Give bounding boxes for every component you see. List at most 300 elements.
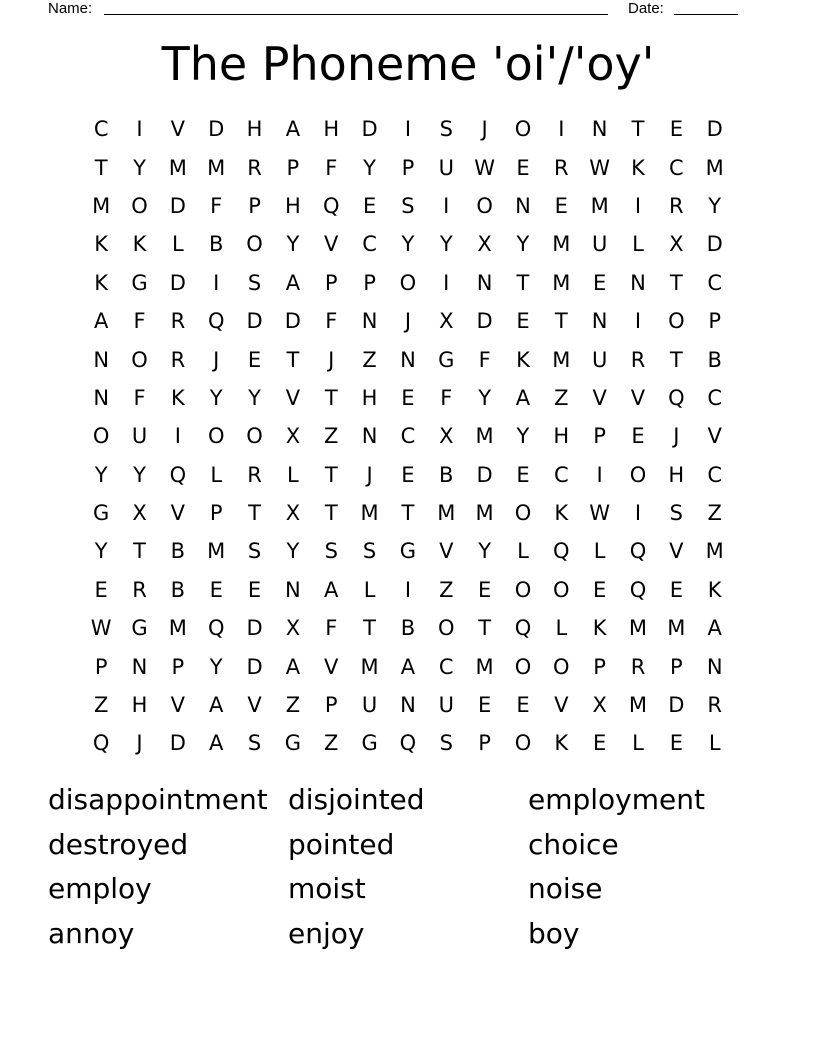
grid-letter[interactable]: D xyxy=(169,270,186,295)
grid-letter[interactable]: E xyxy=(516,309,530,334)
grid-letter[interactable]: P xyxy=(248,193,261,218)
grid-letter[interactable]: N xyxy=(131,654,148,679)
grid-letter[interactable]: O xyxy=(246,424,263,449)
grid-letter[interactable]: N xyxy=(400,347,416,372)
grid-letter[interactable]: O xyxy=(131,347,148,372)
grid-letter[interactable]: K xyxy=(592,616,607,641)
grid-letter[interactable]: R xyxy=(247,155,262,180)
grid-letter[interactable]: I xyxy=(634,193,642,218)
grid-letter[interactable]: V xyxy=(554,693,569,718)
grid-letter[interactable]: U xyxy=(438,155,454,180)
grid-letter[interactable]: N xyxy=(591,117,608,142)
grid-letter[interactable]: L xyxy=(210,462,223,487)
grid-letter[interactable]: J xyxy=(673,424,680,449)
grid-letter[interactable]: J xyxy=(404,309,412,334)
grid-letter[interactable]: M xyxy=(475,424,494,449)
grid-letter[interactable]: F xyxy=(210,193,223,218)
grid-letter[interactable]: E xyxy=(593,731,607,756)
grid-letter[interactable]: C xyxy=(362,232,377,257)
grid-letter[interactable]: O xyxy=(438,616,455,641)
grid-letter[interactable]: O xyxy=(514,654,532,679)
grid-letter[interactable]: H xyxy=(553,424,570,449)
grid-letter[interactable]: C xyxy=(93,117,109,142)
grid-letter[interactable]: T xyxy=(516,270,530,295)
grid-letter[interactable]: B xyxy=(400,616,416,641)
grid-letter[interactable]: Z xyxy=(362,347,377,372)
grid-letter[interactable]: Y xyxy=(94,539,108,564)
grid-letter[interactable]: I xyxy=(174,424,181,449)
grid-letter[interactable]: V xyxy=(170,117,186,142)
word-list-item: employ xyxy=(48,872,152,905)
grid-letter[interactable]: D xyxy=(476,309,493,334)
grid-letter[interactable]: V xyxy=(707,424,722,449)
grid-letter[interactable]: O xyxy=(514,731,532,756)
grid-letter[interactable]: F xyxy=(478,347,491,372)
grid-letter[interactable]: X xyxy=(592,693,607,718)
grid-letter[interactable]: P xyxy=(324,270,338,295)
grid-row xyxy=(82,724,734,762)
grid-letter[interactable]: L xyxy=(593,539,606,564)
grid-letter[interactable]: Q xyxy=(207,616,225,641)
grid-letter[interactable]: O xyxy=(553,654,570,679)
grid-letter[interactable]: S xyxy=(324,539,338,564)
grid-letter[interactable]: S xyxy=(247,731,262,756)
grid-letter[interactable]: N xyxy=(93,347,110,372)
grid-letter[interactable]: Y xyxy=(94,462,108,487)
grid-letter[interactable]: X xyxy=(669,232,684,257)
grid-letter[interactable]: V xyxy=(170,501,186,526)
grid-letter[interactable]: D xyxy=(208,117,225,142)
grid-letter[interactable]: E xyxy=(669,117,683,142)
grid-letter[interactable]: E xyxy=(401,462,415,487)
grid-letter[interactable]: G xyxy=(284,731,302,756)
grid-letter[interactable]: Y xyxy=(401,232,415,257)
grid-letter[interactable]: N xyxy=(400,693,416,718)
grid-letter[interactable]: W xyxy=(589,501,611,526)
grid-letter[interactable]: Y xyxy=(439,232,453,257)
grid-letter[interactable]: Q xyxy=(668,385,685,410)
grid-letter[interactable]: M xyxy=(552,232,571,257)
grid-letter[interactable]: D xyxy=(169,193,186,218)
grid-letter[interactable]: N xyxy=(361,424,378,449)
date-label: Date: xyxy=(628,0,664,17)
grid-letter[interactable]: C xyxy=(400,424,416,449)
grid-letter[interactable]: Y xyxy=(209,385,223,410)
grid-letter[interactable]: M xyxy=(475,654,494,679)
word-list-item: choice xyxy=(528,827,619,861)
grid-letter[interactable]: L xyxy=(632,731,644,756)
grid-letter[interactable]: J xyxy=(213,347,220,372)
grid-letter[interactable]: Z xyxy=(707,501,722,526)
grid-letter[interactable]: I xyxy=(634,309,642,334)
grid-letter[interactable]: C xyxy=(707,270,722,295)
grid-letter[interactable]: B xyxy=(707,347,722,372)
word-list-item: disappointment xyxy=(48,783,268,816)
grid-letter[interactable]: D xyxy=(361,117,378,142)
grid-letter[interactable]: O xyxy=(131,193,148,218)
grid-letter[interactable]: H xyxy=(131,693,148,718)
grid-letter[interactable]: F xyxy=(440,385,453,410)
grid-letter[interactable]: E xyxy=(362,193,377,218)
grid-letter[interactable]: M xyxy=(628,693,648,718)
grid-letter[interactable]: P xyxy=(401,155,415,180)
grid-letter[interactable]: G xyxy=(93,501,110,526)
grid-letter[interactable]: K xyxy=(132,232,147,257)
grid-letter[interactable]: B xyxy=(170,577,186,602)
grid-letter[interactable]: E xyxy=(477,693,492,718)
grid-letter[interactable]: Y xyxy=(133,462,146,487)
grid-letter[interactable]: N xyxy=(591,309,608,334)
grid-letter[interactable]: M xyxy=(475,501,494,526)
grid-letter[interactable]: A xyxy=(209,731,224,756)
grid-letter[interactable]: B xyxy=(170,539,186,564)
grid-letter[interactable]: N xyxy=(476,270,493,295)
grid-letter[interactable]: Z xyxy=(324,424,339,449)
grid-letter[interactable]: I xyxy=(443,270,450,295)
grid-letter[interactable]: F xyxy=(133,385,146,410)
grid-letter[interactable]: V xyxy=(324,654,339,679)
grid-letter[interactable]: M xyxy=(168,155,187,180)
grid-letter[interactable]: J xyxy=(366,462,373,487)
grid-letter[interactable]: Y xyxy=(708,193,722,218)
grid-letter[interactable]: H xyxy=(284,193,301,218)
grid-letter[interactable]: B xyxy=(208,232,224,257)
grid-letter[interactable]: O xyxy=(246,232,263,257)
grid-letter[interactable]: K xyxy=(94,232,109,257)
grid-letter[interactable]: D xyxy=(246,654,263,679)
grid-letter[interactable]: I xyxy=(404,577,412,602)
grid-letter[interactable]: A xyxy=(515,385,531,410)
grid-letter[interactable]: S xyxy=(247,539,262,564)
grid-letter[interactable]: O xyxy=(514,117,532,142)
grid-letter[interactable]: X xyxy=(285,501,301,526)
grid-letter[interactable]: R xyxy=(170,347,186,372)
grid-letter[interactable]: A xyxy=(285,654,301,679)
grid-letter[interactable]: P xyxy=(363,270,376,295)
grid-letter[interactable]: L xyxy=(172,232,184,257)
grid-letter[interactable]: Q xyxy=(399,731,417,756)
grid-letter[interactable]: N xyxy=(515,193,531,218)
grid-letter[interactable]: O xyxy=(514,501,532,526)
grid-letter[interactable]: Y xyxy=(478,385,492,410)
grid-letter[interactable]: K xyxy=(516,347,530,372)
grid-letter[interactable]: D xyxy=(668,693,685,718)
grid-letter[interactable]: U xyxy=(438,693,454,718)
grid-letter[interactable]: G xyxy=(438,347,455,372)
page-title: The Phoneme 'oi'/'oy' xyxy=(161,37,655,91)
grid-letter[interactable]: O xyxy=(514,577,532,602)
grid-letter[interactable]: T xyxy=(401,501,415,526)
grid-letter[interactable]: M xyxy=(207,539,226,564)
grid-letter[interactable]: P xyxy=(593,654,606,679)
grid-letter[interactable]: D xyxy=(706,117,723,142)
grid-letter[interactable]: J xyxy=(328,347,335,372)
grid-letter[interactable]: S xyxy=(401,193,415,218)
grid-letter[interactable]: K xyxy=(707,577,722,602)
grid-letter[interactable]: M xyxy=(92,193,111,218)
grid-letter[interactable]: V xyxy=(170,693,186,718)
grid-letter[interactable]: N xyxy=(630,270,646,295)
grid-letter[interactable]: O xyxy=(399,270,417,295)
grid-letter[interactable]: I xyxy=(136,117,143,142)
grid-letter[interactable]: T xyxy=(669,347,683,372)
grid-letter[interactable]: X xyxy=(439,424,454,449)
grid-letter[interactable]: P xyxy=(669,654,683,679)
grid-letter[interactable]: Z xyxy=(439,577,454,602)
grid-letter[interactable]: R xyxy=(132,577,147,602)
grid-letter[interactable]: M xyxy=(667,616,686,641)
grid-letter[interactable]: E xyxy=(94,577,108,602)
grid-letter[interactable]: T xyxy=(669,270,683,295)
grid-letter[interactable]: Q xyxy=(322,193,340,218)
grid-letter[interactable]: E xyxy=(631,424,645,449)
grid-letter[interactable]: E xyxy=(669,577,683,602)
grid-letter[interactable]: D xyxy=(169,731,186,756)
grid-letter[interactable]: T xyxy=(286,347,300,372)
grid-letter[interactable]: E xyxy=(401,385,415,410)
grid-letter[interactable]: R xyxy=(669,193,684,218)
grid-letter[interactable]: C xyxy=(668,155,684,180)
grid-letter[interactable]: M xyxy=(168,616,187,641)
grid-letter[interactable]: L xyxy=(632,232,644,257)
grid-letter[interactable]: A xyxy=(285,270,301,295)
grid-letter[interactable]: Q xyxy=(92,731,110,756)
grid-letter[interactable]: X xyxy=(477,232,492,257)
grid-letter[interactable]: J xyxy=(136,731,143,756)
grid-letter[interactable]: K xyxy=(170,385,185,410)
grid-letter[interactable]: T xyxy=(324,501,338,526)
grid-letter[interactable]: O xyxy=(207,424,225,449)
grid-letter[interactable]: V xyxy=(592,385,607,410)
word-list-item: noise xyxy=(528,872,603,905)
grid-letter[interactable]: C xyxy=(438,654,454,679)
grid-letter[interactable]: Y xyxy=(286,539,300,564)
grid-letter[interactable]: Z xyxy=(93,693,109,718)
grid-letter[interactable]: U xyxy=(591,232,608,257)
grid-letter[interactable]: E xyxy=(209,577,223,602)
grid-row xyxy=(82,225,734,263)
grid-letter[interactable]: H xyxy=(323,117,340,142)
grid-letter[interactable]: C xyxy=(707,385,722,410)
grid-letter[interactable]: M xyxy=(360,654,379,679)
grid-letter[interactable]: E xyxy=(477,577,492,602)
grid-letter[interactable]: T xyxy=(94,155,108,180)
grid-letter[interactable]: D xyxy=(246,309,263,334)
grid-letter[interactable]: T xyxy=(631,117,645,142)
grid-letter[interactable]: Q xyxy=(514,616,532,641)
grid-letter[interactable]: G xyxy=(131,270,148,295)
grid-letter[interactable]: G xyxy=(399,539,417,564)
grid-letter[interactable]: E xyxy=(516,155,530,180)
grid-letter[interactable]: P xyxy=(324,693,338,718)
grid-letter[interactable]: N xyxy=(706,654,723,679)
grid-letter[interactable]: V xyxy=(630,385,646,410)
grid-letter[interactable]: M xyxy=(705,155,724,180)
grid-letter[interactable]: L xyxy=(287,462,299,487)
grid-letter[interactable]: A xyxy=(209,693,224,718)
grid-letter[interactable]: P xyxy=(478,731,491,756)
grid-letter[interactable]: D xyxy=(476,462,493,487)
grid-letter[interactable]: E xyxy=(247,347,262,372)
grid-letter[interactable]: Z xyxy=(285,693,301,718)
grid-letter[interactable]: A xyxy=(400,654,416,679)
grid-letter[interactable]: E xyxy=(554,193,568,218)
grid-letter[interactable]: E xyxy=(516,462,530,487)
grid-letter[interactable]: S xyxy=(439,117,453,142)
grid-letter[interactable]: R xyxy=(170,309,186,334)
grid-letter[interactable]: C xyxy=(707,462,722,487)
grid-letter[interactable]: R xyxy=(554,155,569,180)
grid-letter[interactable]: P xyxy=(286,155,300,180)
grid-letter[interactable]: A xyxy=(324,577,339,602)
grid-letter[interactable]: D xyxy=(284,309,301,334)
grid-letter[interactable]: I xyxy=(404,117,412,142)
grid-row xyxy=(82,110,734,148)
grid-letter[interactable]: Y xyxy=(286,232,300,257)
grid-letter[interactable]: S xyxy=(247,270,262,295)
grid-letter[interactable]: I xyxy=(634,501,642,526)
grid-letter[interactable]: F xyxy=(325,616,338,641)
grid-letter[interactable]: M xyxy=(590,193,609,218)
grid-letter[interactable]: A xyxy=(707,616,722,641)
grid-letter[interactable]: W xyxy=(589,155,611,180)
grid-letter[interactable]: N xyxy=(361,309,378,334)
grid-letter[interactable]: N xyxy=(285,577,301,602)
grid-letter[interactable]: U xyxy=(361,693,378,718)
grid-letter[interactable]: K xyxy=(554,731,569,756)
grid-letter[interactable]: X xyxy=(132,501,147,526)
grid-letter[interactable]: P xyxy=(593,424,606,449)
grid-letter[interactable]: D xyxy=(246,616,263,641)
grid-letter[interactable]: Q xyxy=(553,539,570,564)
grid-row xyxy=(82,148,734,186)
grid-letter[interactable]: P xyxy=(94,654,108,679)
grid-letter[interactable]: A xyxy=(93,309,109,334)
grid-letter[interactable]: T xyxy=(324,462,338,487)
grid-letter[interactable]: Q xyxy=(629,577,647,602)
grid-letter[interactable]: P xyxy=(209,501,223,526)
grid-letter[interactable]: M xyxy=(437,501,456,526)
grid-letter[interactable]: X xyxy=(285,616,301,641)
grid-letter[interactable]: V xyxy=(324,232,339,257)
grid-letter[interactable]: D xyxy=(706,232,723,257)
grid-letter[interactable]: B xyxy=(439,462,454,487)
grid-letter[interactable]: Y xyxy=(478,539,492,564)
grid-letter[interactable]: I xyxy=(558,117,565,142)
grid-letter[interactable]: Z xyxy=(324,731,339,756)
grid-letter[interactable]: P xyxy=(171,654,185,679)
grid-letter[interactable]: H xyxy=(361,385,378,410)
grid-letter[interactable]: V xyxy=(439,539,454,564)
grid-letter[interactable]: Y xyxy=(133,155,146,180)
grid-letter[interactable]: G xyxy=(131,616,148,641)
grid-row xyxy=(82,456,734,494)
grid-letter[interactable]: M xyxy=(360,501,379,526)
grid-letter[interactable]: N xyxy=(93,385,110,410)
grid-letter[interactable]: Q xyxy=(207,309,225,334)
grid-letter[interactable]: C xyxy=(553,462,569,487)
grid-letter[interactable]: O xyxy=(476,193,493,218)
grid-letter[interactable]: E xyxy=(669,731,683,756)
grid-letter[interactable]: K xyxy=(94,270,109,295)
grid-letter[interactable]: S xyxy=(439,731,453,756)
grid-letter[interactable]: T xyxy=(554,309,568,334)
grid-letter[interactable]: F xyxy=(325,155,338,180)
grid-letter[interactable]: G xyxy=(361,731,378,756)
grid-letter[interactable]: U xyxy=(591,347,608,372)
grid-letter[interactable]: K xyxy=(631,155,645,180)
grid-letter[interactable]: Y xyxy=(516,232,530,257)
grid-letter[interactable]: O xyxy=(668,309,685,334)
grid-letter[interactable]: R xyxy=(707,693,722,718)
grid-letter[interactable]: S xyxy=(362,539,377,564)
grid-letter[interactable]: A xyxy=(285,117,301,142)
grid-letter[interactable]: M xyxy=(552,347,571,372)
grid-letter[interactable]: H xyxy=(246,117,263,142)
grid-letter[interactable]: K xyxy=(554,501,569,526)
grid-letter[interactable]: T xyxy=(248,501,261,526)
grid-letter[interactable]: I xyxy=(443,193,450,218)
grid-letter[interactable]: Q xyxy=(629,539,647,564)
grid-letter[interactable]: E xyxy=(516,693,530,718)
grid-letter[interactable]: O xyxy=(553,577,570,602)
grid-letter[interactable]: V xyxy=(669,539,684,564)
grid-letter[interactable]: O xyxy=(92,424,110,449)
grid-letter[interactable]: E xyxy=(593,577,607,602)
grid-letter[interactable]: X xyxy=(285,424,301,449)
grid-letter[interactable]: T xyxy=(363,616,376,641)
grid-letter[interactable]: P xyxy=(708,309,721,334)
grid-letter[interactable]: I xyxy=(213,270,220,295)
grid-letter[interactable]: M xyxy=(552,270,571,295)
grid-letter[interactable]: L xyxy=(555,616,568,641)
grid-letter[interactable]: I xyxy=(596,462,603,487)
grid-letter[interactable]: F xyxy=(325,309,338,334)
grid-letter[interactable]: F xyxy=(133,309,146,334)
grid-letter[interactable]: R xyxy=(630,654,646,679)
grid-letter[interactable]: R xyxy=(247,462,262,487)
grid-letter[interactable]: W xyxy=(474,155,495,180)
grid-letter[interactable]: R xyxy=(630,347,646,372)
grid-letter[interactable]: O xyxy=(629,462,647,487)
grid-letter[interactable]: W xyxy=(90,616,112,641)
grid-letter[interactable]: T xyxy=(133,539,146,564)
grid-letter[interactable]: T xyxy=(324,385,338,410)
grid-letter[interactable]: H xyxy=(668,462,685,487)
grid-letter[interactable]: S xyxy=(669,501,683,526)
grid-letter[interactable]: L xyxy=(363,577,376,602)
grid-letter[interactable]: M xyxy=(628,616,648,641)
grid-letter[interactable]: M xyxy=(207,155,226,180)
grid-letter[interactable]: Y xyxy=(516,424,530,449)
grid-letter[interactable]: E xyxy=(247,577,262,602)
grid-letter[interactable]: V xyxy=(285,385,301,410)
grid-letter[interactable]: V xyxy=(247,693,262,718)
grid-letter[interactable]: T xyxy=(478,616,492,641)
grid-letter[interactable]: J xyxy=(481,117,488,142)
grid-letter[interactable]: L xyxy=(708,731,721,756)
grid-letter[interactable]: Q xyxy=(169,462,187,487)
grid-letter[interactable]: Y xyxy=(363,155,376,180)
grid-letter[interactable]: X xyxy=(439,309,454,334)
grid-letter[interactable]: E xyxy=(593,270,607,295)
grid-letter[interactable]: L xyxy=(517,539,529,564)
grid-letter[interactable]: M xyxy=(705,539,724,564)
grid-letter[interactable]: Y xyxy=(248,385,261,410)
grid-letter[interactable]: Z xyxy=(554,385,569,410)
grid-letter[interactable]: U xyxy=(131,424,148,449)
grid-letter[interactable]: Y xyxy=(209,654,223,679)
